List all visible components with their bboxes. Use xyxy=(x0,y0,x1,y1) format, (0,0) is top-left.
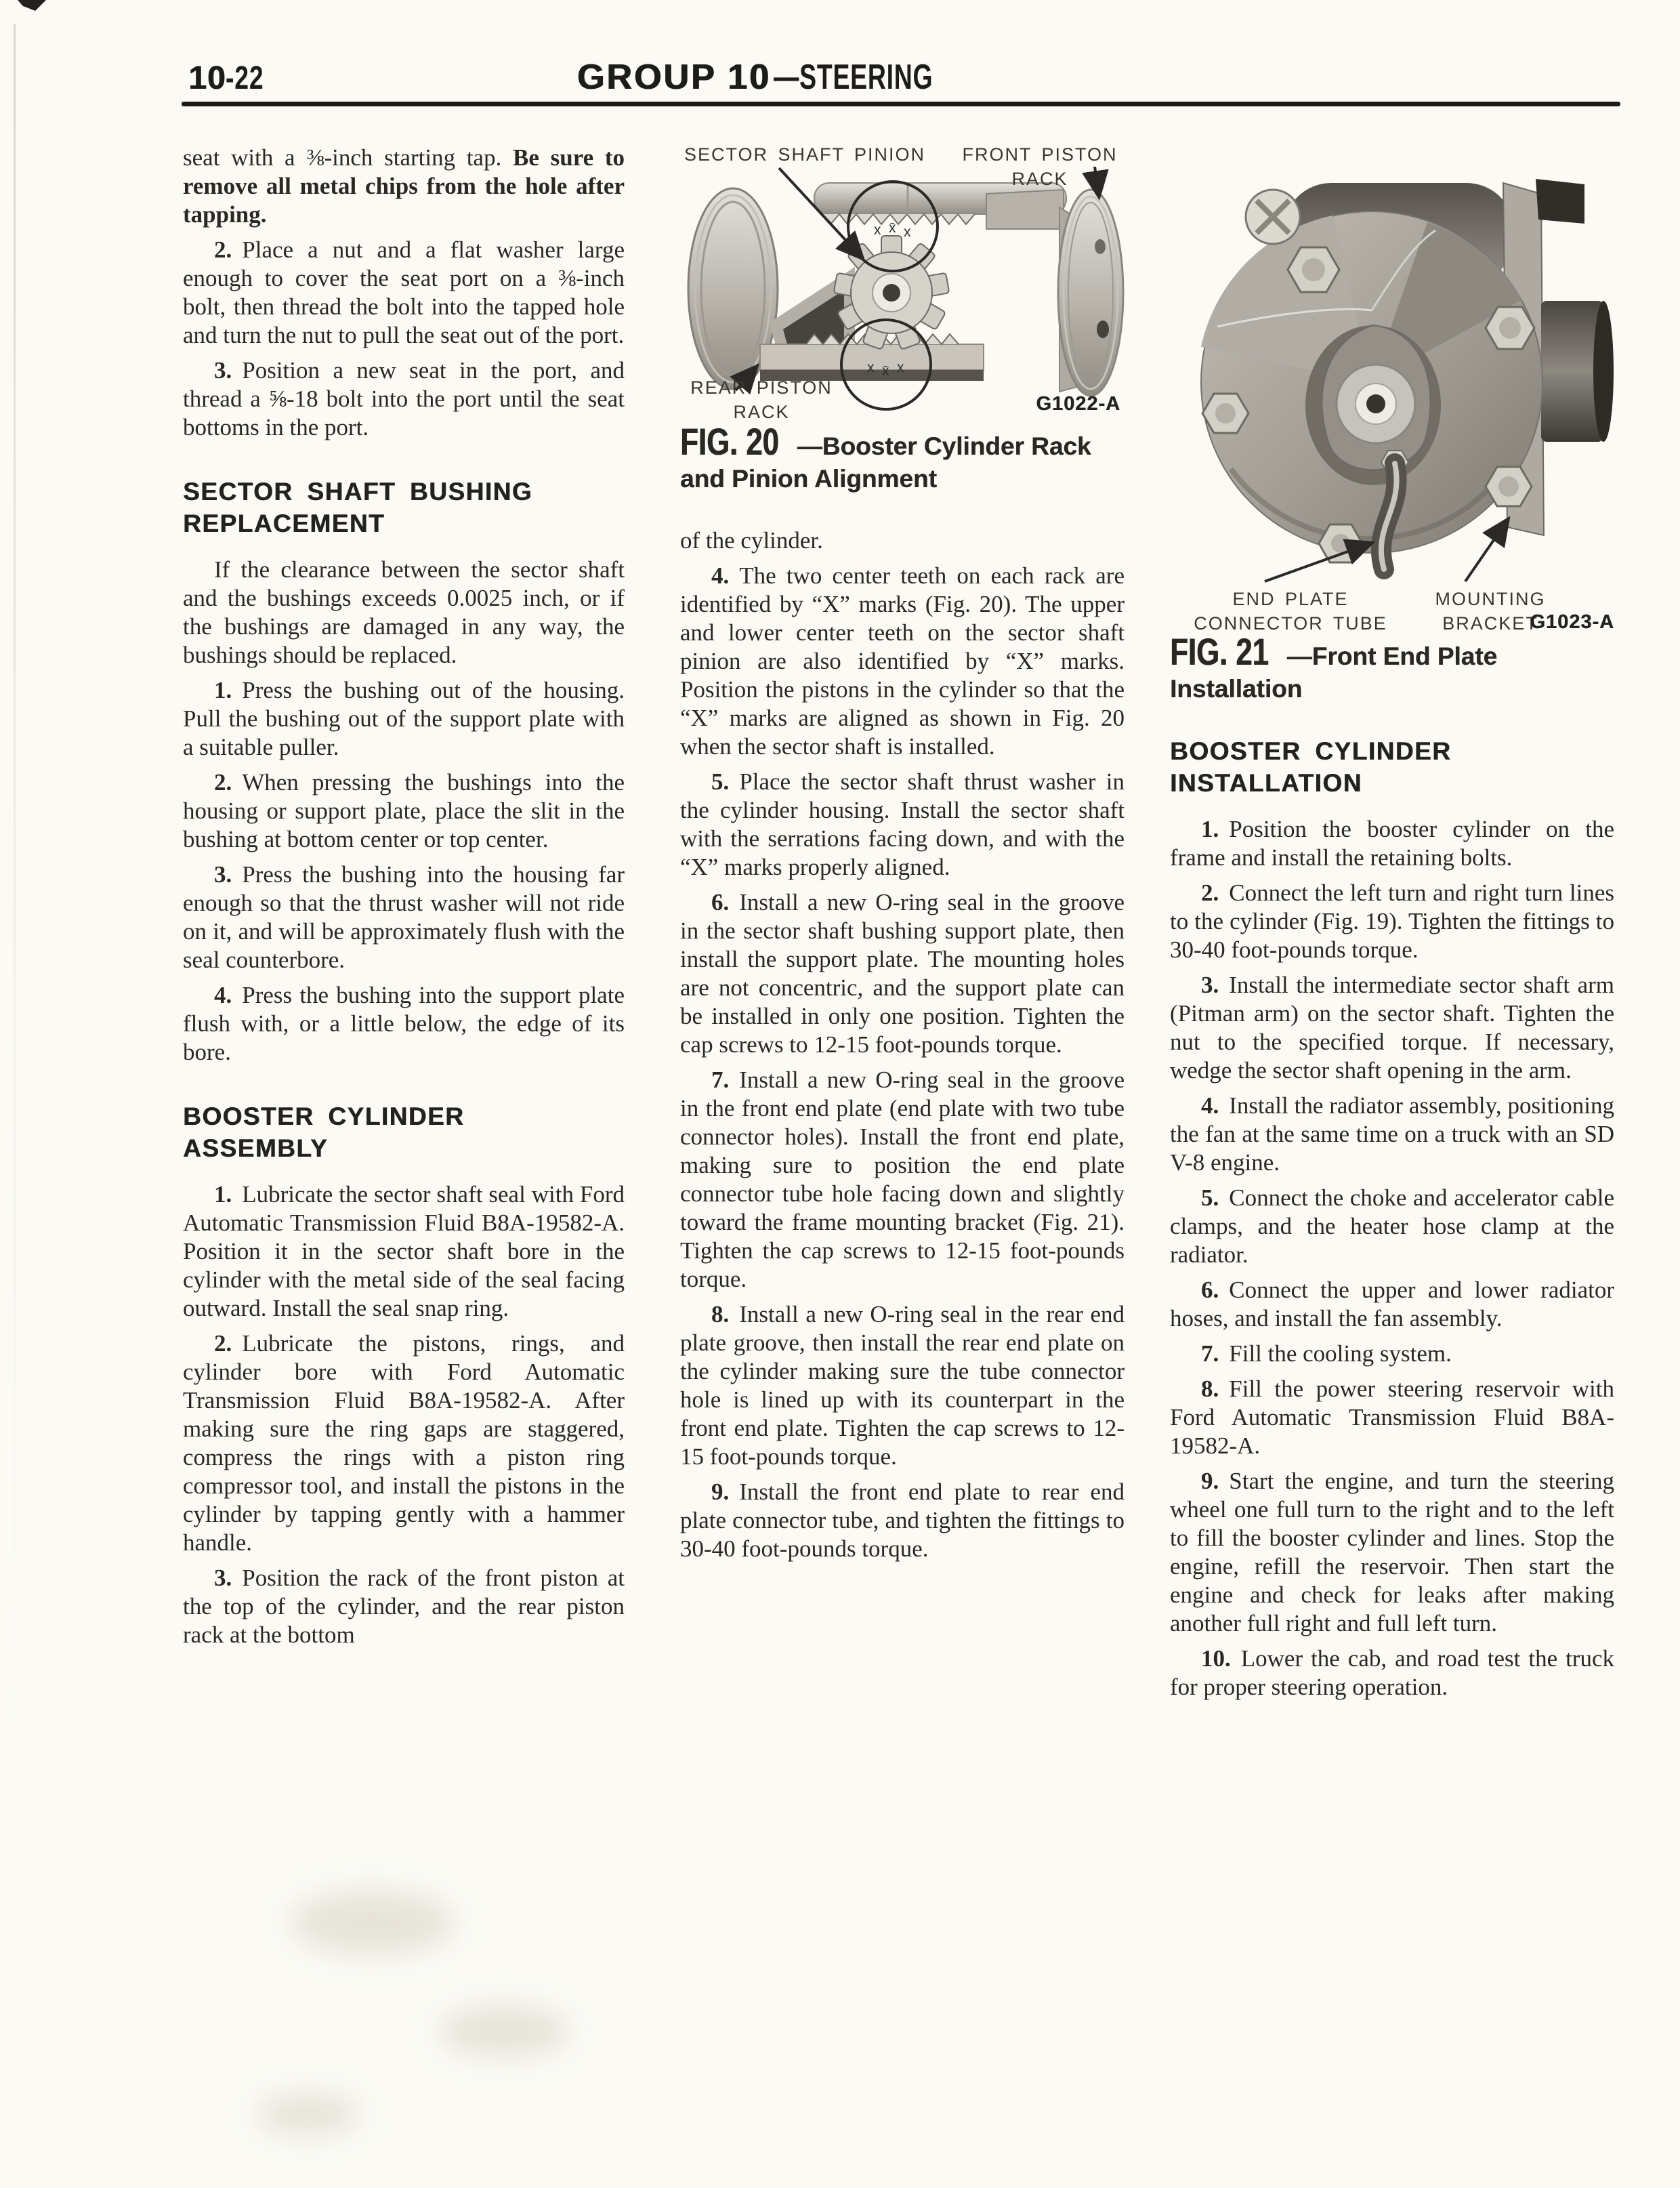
step-paragraph xyxy=(183,861,625,974)
label-line: REAR PISTON xyxy=(690,377,833,398)
step-paragraph xyxy=(183,1180,625,1323)
fig21-front-end-plate-illustration xyxy=(1170,144,1614,584)
step-paragraph xyxy=(183,768,625,854)
step-number: 3. xyxy=(214,1565,232,1591)
step-number: 6. xyxy=(1201,1277,1219,1303)
phillips-screw xyxy=(1246,190,1300,244)
paragraph-continued xyxy=(183,144,625,229)
step-text: Install a new O-ring seal in the groove in the front end plate (end plate with two tube connector holes). Install the front end plate, making sure to position the end plate connector tube hole facing down and slightly toward the frame mounting bracket (Fig. 21). Tighten the cap screws to 12-15 foot-pounds torque. xyxy=(680,1067,1125,1292)
label-line: MOUNTING xyxy=(1435,589,1546,609)
figure-20 xyxy=(680,144,1125,426)
front-piston-disc xyxy=(1058,190,1123,396)
step-number: 3. xyxy=(214,357,232,384)
step-number: 4. xyxy=(1201,1092,1219,1119)
column-1 xyxy=(183,144,625,1656)
step-text: Press the bushing out of the housing. Pull the bushing out of the support plate with a suitable puller. xyxy=(183,677,625,760)
step-number: 8. xyxy=(711,1301,730,1327)
figure-21-caption xyxy=(1170,630,1614,705)
paragraph xyxy=(183,556,625,669)
figure-label-front-piston-rack xyxy=(955,142,1125,191)
step-number: 3. xyxy=(1201,972,1219,998)
column-2-body xyxy=(680,527,1125,1563)
step-text: Fill the power steering reservoir with Ford Automatic Transmission Fluid B8A-19582-A. xyxy=(1170,1376,1614,1459)
step-paragraph xyxy=(1170,1375,1614,1460)
step-text: Connect the upper and lower radiator hoses, and install the fan assembly. xyxy=(1170,1277,1614,1332)
step-number: 3. xyxy=(214,861,232,888)
step-paragraph xyxy=(680,888,1125,1059)
step-paragraph xyxy=(680,1066,1125,1294)
step-text: Install the front end plate to rear end plate connector tube, and tighten the fittings to 30-40 foot-pounds torque. xyxy=(680,1479,1125,1562)
step-text: Lower the cab, and road test the truck for proper steering operation. xyxy=(1170,1645,1614,1700)
step-text: Lubricate the pistons, rings, and cylinder bore with Ford Automatic Transmission Fluid B8A-19582-A. After making sure the ring gaps are staggered, compress the rings with a piston ring compressor tool, and install the pistons in the cylinder by tapping gently with a hammer handle. xyxy=(183,1330,625,1556)
step-text: The two center teeth on each rack are identified by “X” marks (Fig. 20). The upper and lower center teeth on the sector shaft pinion are also identified by “X” marks. Position the pistons in the cylinder so that the “X” marks are aligned as shown in Fig. 20 when the sector shaft is installed. xyxy=(680,562,1125,760)
warning-text: Be sure to remove all metal chips from the hole after tapping. xyxy=(183,144,625,228)
step-paragraph xyxy=(1170,1340,1614,1368)
section-heading: SECTOR SHAFT BUSHING REPLACEMENT xyxy=(183,478,533,537)
step-paragraph xyxy=(680,1478,1125,1563)
step-number: 1. xyxy=(214,1181,232,1207)
label-line: RACK xyxy=(1011,169,1068,189)
step-number: 1. xyxy=(214,677,232,703)
step-paragraph xyxy=(1170,879,1614,964)
figure-number: FIG. 21 xyxy=(1170,630,1269,673)
figure-label-rear-piston-rack xyxy=(680,375,843,424)
label-line: CONNECTOR TUBE xyxy=(1194,613,1387,634)
step-paragraph xyxy=(183,676,625,762)
step-text: Start the engine, and turn the steering wheel one full turn to the right and to the left to fill the booster cylinder and lines. Stop the engine, refill the reservoir. Then start the engine and check for leaks after making another full right and full left turn. xyxy=(1170,1468,1614,1636)
figure-20-caption xyxy=(680,420,1125,495)
label-line: BRACKET xyxy=(1442,613,1538,634)
step-paragraph xyxy=(1170,1184,1614,1269)
step-paragraph xyxy=(1170,1092,1614,1177)
step-text: Press the bushing into the housing far enough so that the thrust washer will not ride on it, and will be approximately flush with the seal counterbore. xyxy=(183,861,625,973)
scan-corner-artifact xyxy=(18,0,46,11)
svg-text:x: x xyxy=(867,360,875,375)
figure-caption-text: —Front End Plate Installation xyxy=(1170,642,1498,703)
figure-number: FIG. 20 xyxy=(680,420,779,463)
step-paragraph xyxy=(183,356,625,442)
step-number: 4. xyxy=(214,982,232,1008)
step-number: 9. xyxy=(1201,1468,1219,1494)
label-line: FRONT PISTON xyxy=(962,144,1118,165)
label-line: END PLATE xyxy=(1232,589,1349,609)
step-paragraph xyxy=(183,1329,625,1557)
svg-text:x: x xyxy=(904,224,911,240)
figure-21 xyxy=(1170,144,1614,636)
header-rule xyxy=(182,102,1620,106)
step-number: 6. xyxy=(711,889,730,915)
step-paragraph xyxy=(183,1564,625,1649)
scan-ghost-spot xyxy=(257,2094,359,2134)
figure-label-sector-shaft-pinion: SECTOR SHAFT PINION xyxy=(684,144,926,165)
step-text: Install the intermediate sector shaft arm (Pitman arm) on the sector shaft. Tighten the nut to the specified torque. If necessary, wedge the sector shaft opening in the arm. xyxy=(1170,972,1614,1083)
step-number: 2. xyxy=(214,1330,232,1357)
step-text: Install a new O-ring seal in the rear end plate groove, then install the rear end plate on the cylinder making sure the tube connector hole is lined up with its counterpart in the front end plate. Tighten the cap screws to 12-15 foot-pounds torque. xyxy=(680,1301,1125,1470)
paragraph-text: of the cylinder. xyxy=(680,527,823,554)
page-number-major: 10 xyxy=(188,60,226,96)
paragraph-text: seat with a ⅜-inch starting tap. xyxy=(183,144,513,171)
column-3-body xyxy=(1170,735,1614,1701)
step-text: Connect the choke and accelerator cable clamps, and the heater hose clamp at the radiator. xyxy=(1170,1184,1614,1268)
paragraph-continued xyxy=(680,527,1125,555)
step-paragraph xyxy=(183,236,625,350)
step-paragraph xyxy=(1170,1276,1614,1333)
step-paragraph xyxy=(1170,971,1614,1085)
step-paragraph xyxy=(680,562,1125,761)
page-title xyxy=(0,57,1572,98)
step-text: Position the rack of the front piston at the top of the cylinder, and the rear piston rack at the bottom xyxy=(183,1565,625,1648)
page-number-minor: -22 xyxy=(226,60,264,96)
step-text: When pressing the bushings into the housing or support plate, place the slit in the bushing at bottom center or top center. xyxy=(183,769,625,852)
section-title: —STEERING xyxy=(773,58,933,97)
step-paragraph xyxy=(680,1300,1125,1471)
column-3 xyxy=(1170,144,1614,1708)
step-number: 2. xyxy=(214,769,232,796)
step-text: Place a nut and a flat washer large enough to cover the seat port on a ⅜-inch bolt, then thread the bolt into the tapped hole and turn the nut to pull the seat out of the port. xyxy=(183,236,625,348)
step-number: 4. xyxy=(711,562,730,589)
section-heading: BOOSTER CYLINDER INSTALLATION xyxy=(1170,737,1452,797)
step-number: 10. xyxy=(1201,1645,1231,1672)
step-text: Place the sector shaft thrust washer in the cylinder housing. Install the sector shaft with the serrations facing down, and with the “X” marks properly aligned. xyxy=(680,768,1125,880)
step-text: Install the radiator assembly, positioning the fan at the same time on a truck with an SD V-8 engine. xyxy=(1170,1092,1614,1176)
step-text: Lubricate the sector shaft seal with Ford Automatic Transmission Fluid B8A-19582-A. Position it in the sector shaft bore in the cylinder with the metal side of the seal facing outward. Install the seal snap ring. xyxy=(183,1181,625,1321)
step-number: 5. xyxy=(711,768,730,795)
figure-code: G1022-A xyxy=(1036,393,1120,415)
svg-text:x̄: x̄ xyxy=(882,363,889,379)
step-text: Position the booster cylinder on the frame and install the retaining bolts. xyxy=(1170,816,1614,871)
step-paragraph xyxy=(680,768,1125,882)
step-text: Install a new O-ring seal in the groove in the sector shaft bushing support plate, then install the support plate. The mounting holes are not concentric, and the support plate can be installed in only one position. Tighten the cap screws to 12-15 foot-pounds torque. xyxy=(680,889,1125,1058)
scan-ghost-spot xyxy=(291,1891,454,1955)
step-number: 2. xyxy=(1201,880,1219,906)
step-paragraph xyxy=(1170,1645,1614,1701)
step-paragraph xyxy=(183,981,625,1067)
svg-text:x̄: x̄ xyxy=(889,220,896,236)
scan-ghost-spot xyxy=(440,2006,569,2057)
paragraph-text: If the clearance between the sector shaft and the bushings exceeds 0.0025 inch, or if the bushings are damaged in any way, the bushings should be replaced. xyxy=(183,556,625,668)
step-number: 8. xyxy=(1201,1376,1219,1402)
step-number: 2. xyxy=(214,236,232,263)
figure-caption-text: —Booster Cylinder Rack and Pinion Alignment xyxy=(680,432,1091,493)
group-title: GROUP 10 xyxy=(576,58,771,97)
svg-text:x: x xyxy=(897,360,904,375)
step-number: 7. xyxy=(1201,1340,1219,1367)
step-number: 9. xyxy=(711,1479,730,1505)
column-2 xyxy=(680,144,1125,1570)
step-text: Press the bushing into the support plate flush with, or a little below, the edge of its bore. xyxy=(183,982,625,1065)
step-text: Connect the left turn and right turn lines to the cylinder (Fig. 19). Tighten the fittings to 30-40 foot-pounds torque. xyxy=(1170,880,1614,963)
step-number: 1. xyxy=(1201,816,1219,842)
figure-label-end-plate-connector-tube xyxy=(1182,587,1399,636)
section-heading: BOOSTER CYLINDER ASSEMBLY xyxy=(183,1102,465,1162)
step-paragraph xyxy=(1170,815,1614,872)
svg-text:x: x xyxy=(874,222,881,238)
step-text: Position a new seat in the port, and thread a ⅝-18 bolt into the port until the seat bottoms in the port. xyxy=(183,357,625,440)
figure-code: G1023-A xyxy=(1530,611,1614,633)
step-text: Fill the cooling system. xyxy=(1229,1340,1452,1367)
step-number: 5. xyxy=(1201,1184,1219,1211)
step-paragraph xyxy=(1170,1467,1614,1638)
page-edge-crease xyxy=(14,24,16,1746)
center-boss xyxy=(1305,325,1441,485)
step-number: 7. xyxy=(711,1067,730,1093)
label-line: RACK xyxy=(733,402,790,422)
